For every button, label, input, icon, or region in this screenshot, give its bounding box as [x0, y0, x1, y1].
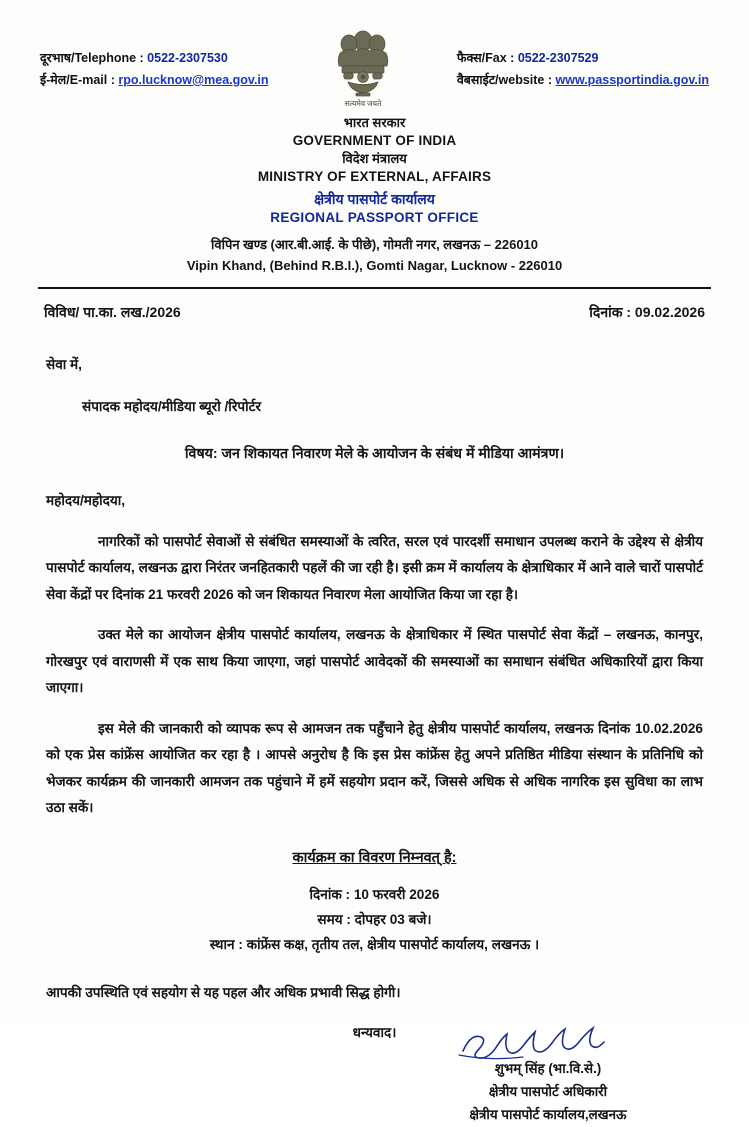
- contact-left: [40, 30, 269, 92]
- org-hindi-rpo: क्षेत्रीय पासपोर्ट कार्यालय: [314, 190, 435, 207]
- program-heading: कार्यक्रम का विवरण निम्नवत् है:: [292, 849, 457, 866]
- signatory-designation: क्षेत्रीय पासपोर्ट अधिकारी: [488, 1083, 608, 1099]
- address-english: Vipin Khand, (Behind R.B.I.), Gomti Nagar, Lucknow - 226010: [186, 257, 563, 273]
- closing-line: आपकी उपस्थिति एवं सहयोग से यह पहल और अधिक प्रभावी सिद्ध होगी।: [46, 984, 401, 1000]
- website-line: [457, 70, 709, 92]
- website-label: वैबसाईट/website :: [456, 72, 553, 87]
- salutation: महोदय/महोदया,: [46, 493, 126, 509]
- fax-line: [457, 48, 709, 70]
- email-value[interactable]: rpo.lucknow@mea.gov.in: [118, 72, 269, 87]
- org-hindi-ministry: विदेश मंत्रालय: [342, 151, 407, 167]
- email-label: ई-मेल/E-mail :: [40, 72, 115, 87]
- telephone-line: [40, 48, 269, 70]
- telephone-label: दूरभाष/Telephone :: [40, 51, 144, 65]
- recipient-line-2: संपादक महोदय/मीडिया ब्यूरो /रिपोर्टर: [82, 399, 262, 415]
- email-line: [40, 70, 269, 92]
- program-detail-time: समय : दोपहर 03 बजे।: [317, 912, 432, 928]
- fax-label: फैक्स/Fax :: [456, 51, 515, 65]
- website-value[interactable]: www.passportindia.gov.in: [555, 72, 709, 87]
- address-block: [40, 235, 709, 277]
- signatory-office: क्षेत्रीय पासपोर्ट कार्यालय,लखनऊ: [469, 1107, 627, 1123]
- reference-number: विविध/ पा.का. लख./2026: [44, 303, 181, 320]
- org-english-government: GOVERNMENT OF INDIA: [292, 132, 457, 148]
- address-hindi: विपिन खण्ड (आर.बी.आई. के पीछे), गोमती नगर, लखनऊ – 226010: [210, 237, 539, 253]
- contact-row: [40, 30, 709, 112]
- contact-right: [457, 30, 709, 92]
- signatory-name: शुभम् सिंह (भा.वि.से.): [494, 1060, 602, 1076]
- program-details: [46, 882, 703, 957]
- org-hindi-government: भारत सरकार: [343, 115, 406, 130]
- paragraph: नागरिकों को पासपोर्ट सेवाओं से संबंधित समस्याओं के त्वरित, सरल एवं पारदर्शी समाधान उपलब्ध कराने के उद्देश्य से क्षेत्रीय पासपोर्ट कार्यालय, लखनऊ द्वारा निरंतर जनहितकारी पहलें की जा रही है। इसी क्रम में कार्यालय के क्षेत्राधिकार में आने वाले चारों पासपोर्ट सेवा केंद्रों पर दिनांक 21 फरवरी 2026 को जन शिकायत निवारण मेला आयोजित किया जा रहा है।: [46, 533, 703, 602]
- subject-line: विषय: जन शिकायत निवारण मेले के आयोजन के संबंध में मीडिया आमंत्रण।: [184, 445, 565, 462]
- reference-line: [0, 289, 749, 322]
- reference-date: दिनांक : 09.02.2026: [589, 303, 705, 320]
- emblem-motto: सत्यमेव जयते: [344, 99, 381, 108]
- signature-block: [403, 1021, 703, 1127]
- fax-value: 0522-2307529: [517, 51, 599, 65]
- program-detail-venue: स्थान : कांफ्रेंस कक्ष, तृतीय तल, क्षेत्रीय पासपोर्ट कार्यालय, लखनऊ ।: [209, 937, 540, 953]
- telephone-value: 0522-2307530: [147, 51, 228, 65]
- org-english-rpo: REGIONAL PASSPORT OFFICE: [270, 210, 479, 226]
- letter-body: [0, 352, 749, 1127]
- program-detail-date: दिनांक : 10 फरवरी 2026: [309, 887, 440, 903]
- paragraph: उक्त मेले का आयोजन क्षेत्रीय पासपोर्ट कार्यालय, लखनऊ के क्षेत्राधिकार में स्थित पासपोर्ट सेवा केंद्रों – लखनऊ, कानपुर, गोरखपुर एवं वाराणसी में एक साथ किया जाएगा, जहां पासपोर्ट आवेदकों की समस्याओं का समाधान संबंधित अधिकारियों द्वारा किया जाएगा।: [46, 627, 703, 696]
- national-emblem-icon: [326, 24, 400, 112]
- letterhead-header: [0, 0, 749, 277]
- thanks-line: धन्यवाद।: [352, 1025, 397, 1041]
- organisation-block: [40, 114, 709, 228]
- org-english-ministry: MINISTRY OF EXTERNAL, AFFAIRS: [257, 168, 492, 184]
- paragraph: इस मेले की जानकारी को व्यापक रूप से आमजन तक पहुँचाने हेतु क्षेत्रीय पासपोर्ट कार्यालय, लखनऊ दिनांक 10.02.2026 को एक प्रेस कांफ्रेंस आयोजित कर रहा है । आपसे अनुरोध है कि इस प्रेस कांफ्रेंस हेतु अपने प्रतिष्ठित मीडिया संस्थान के प्रतिनिधि को भेजकर कार्यक्रम की जानकारी आमजन तक पहुंचाने में हमें सहयोग प्रदान करें, जिससे अधिक से अधिक नागरिक इस सुविधा का लाभ उठा सकें।: [46, 720, 703, 816]
- recipient-line-1: सेवा में,: [46, 356, 82, 372]
- emblem-wrap: [315, 24, 411, 112]
